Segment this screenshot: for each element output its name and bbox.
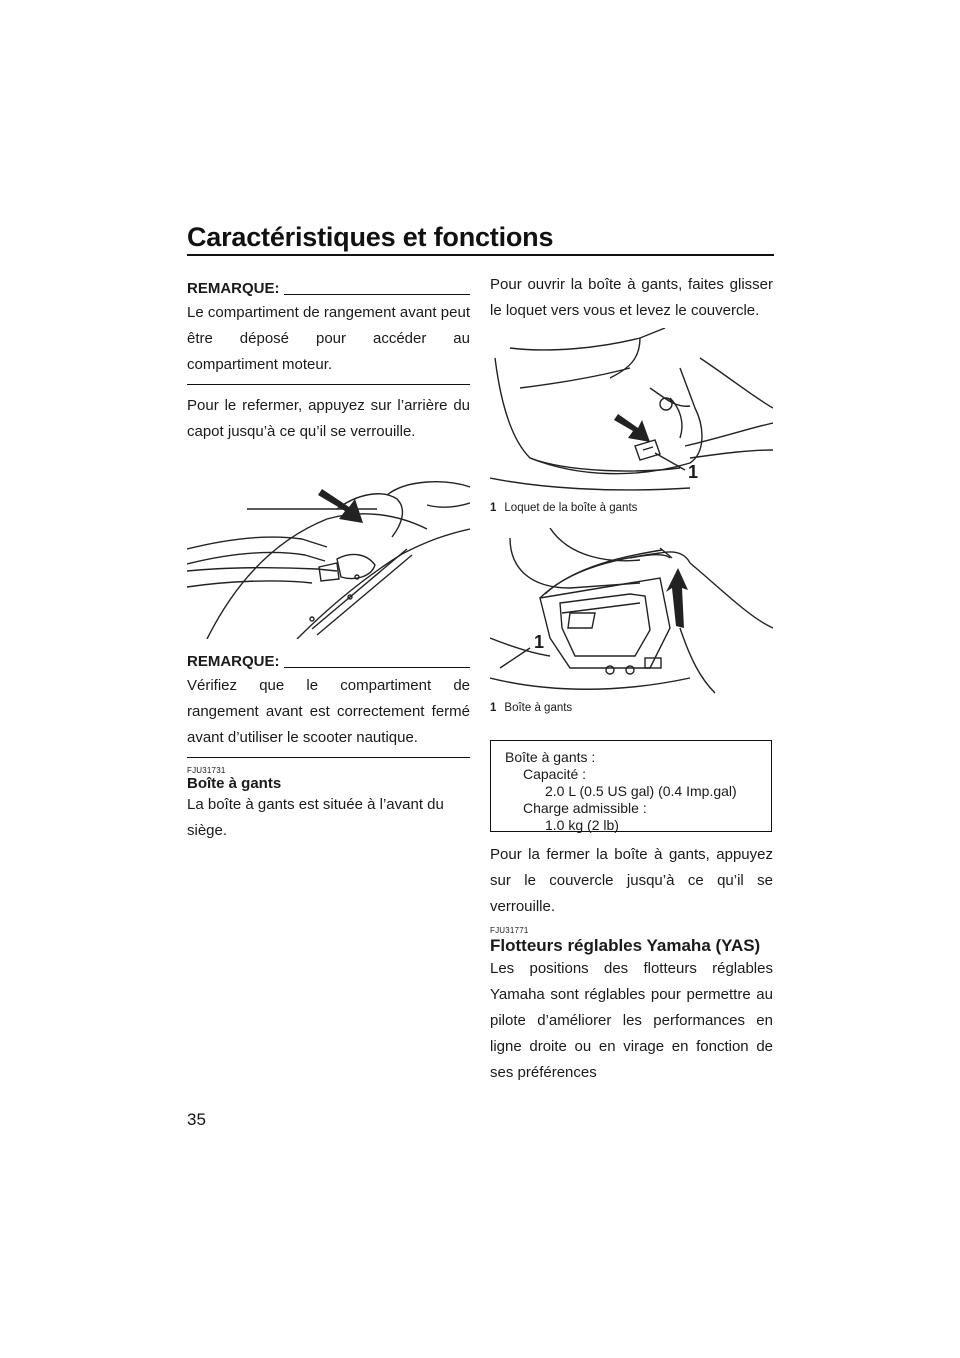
figure-caption xyxy=(490,702,773,714)
glovebox-illustration xyxy=(490,528,773,698)
section-heading-yas: Flotteurs réglables Yamaha (YAS) xyxy=(490,936,761,955)
left-column xyxy=(187,280,470,844)
section-heading-glovebox: Boîte à gants xyxy=(187,775,282,792)
remark-text: Le compartiment de rangement avant peut être déposé pour accéder au compartiment moteur. xyxy=(187,304,470,373)
spec-line: Capacité : xyxy=(523,766,587,782)
figure-caption xyxy=(490,502,773,514)
remark-label: REMARQUE: xyxy=(187,653,280,670)
spec-line: 1.0 kg (2 lb) xyxy=(545,817,619,833)
spec-line: Boîte à gants : xyxy=(505,749,596,765)
glovebox-figure xyxy=(490,528,773,698)
remark-rule xyxy=(284,667,471,668)
latch-figure xyxy=(490,328,773,498)
close-glovebox-text: Pour la fermer la boîte à gants, appuyez sur le couvercle jusqu’à ce qu’il se verrouille. xyxy=(490,846,773,915)
title-rule xyxy=(187,254,774,256)
page-title: Caractéristiques et fonctions xyxy=(187,222,554,252)
caption-number: 1 xyxy=(490,702,497,714)
close-hood-text: Pour le refermer, appuyez sur l’arrière du capot jusqu’à ce qu’il se verrouille. xyxy=(187,397,470,440)
open-glovebox-text: Pour ouvrir la boîte à gants, faites glisser le loquet vers vous et levez le couvercle. xyxy=(490,276,773,319)
latch-illustration xyxy=(490,328,773,498)
hood-close-illustration xyxy=(187,459,470,639)
yas-text: Les positions des flotteurs réglables Yamaha sont réglables pour permettre au pilote d’améliorer les performances en ligne droite ou en virage en fonction de ses préférences xyxy=(490,960,773,1081)
remark-text: Vérifiez que le compartiment de rangement avant est correctement fermé avant d’utiliser le scooter nautique. xyxy=(187,677,470,746)
caption-text: Boîte à gants xyxy=(504,702,573,714)
remark-rule xyxy=(284,294,471,295)
callout-number: 1 xyxy=(688,462,699,482)
glovebox-spec-box xyxy=(490,740,772,832)
spec-line: Charge admissible : xyxy=(523,800,647,816)
spec-line: 2.0 L (0.5 US gal) (0.4 Imp.gal) xyxy=(545,783,737,799)
glovebox-location-text: La boîte à gants est située à l’avant du siège. xyxy=(187,796,444,839)
callout-number: 1 xyxy=(534,632,545,652)
remark-end-rule xyxy=(187,384,470,385)
section-code: FJU31731 xyxy=(187,766,226,775)
remark-end-rule xyxy=(187,757,470,758)
right-column-lower xyxy=(490,842,773,1086)
section-code: FJU31771 xyxy=(490,926,529,935)
remark-heading xyxy=(187,653,470,671)
remark-heading xyxy=(187,280,470,298)
caption-number: 1 xyxy=(490,502,497,514)
page-number: 35 xyxy=(187,1110,206,1129)
caption-text: Loquet de la boîte à gants xyxy=(504,502,638,514)
remark-label: REMARQUE: xyxy=(187,280,280,297)
right-column xyxy=(490,272,773,714)
